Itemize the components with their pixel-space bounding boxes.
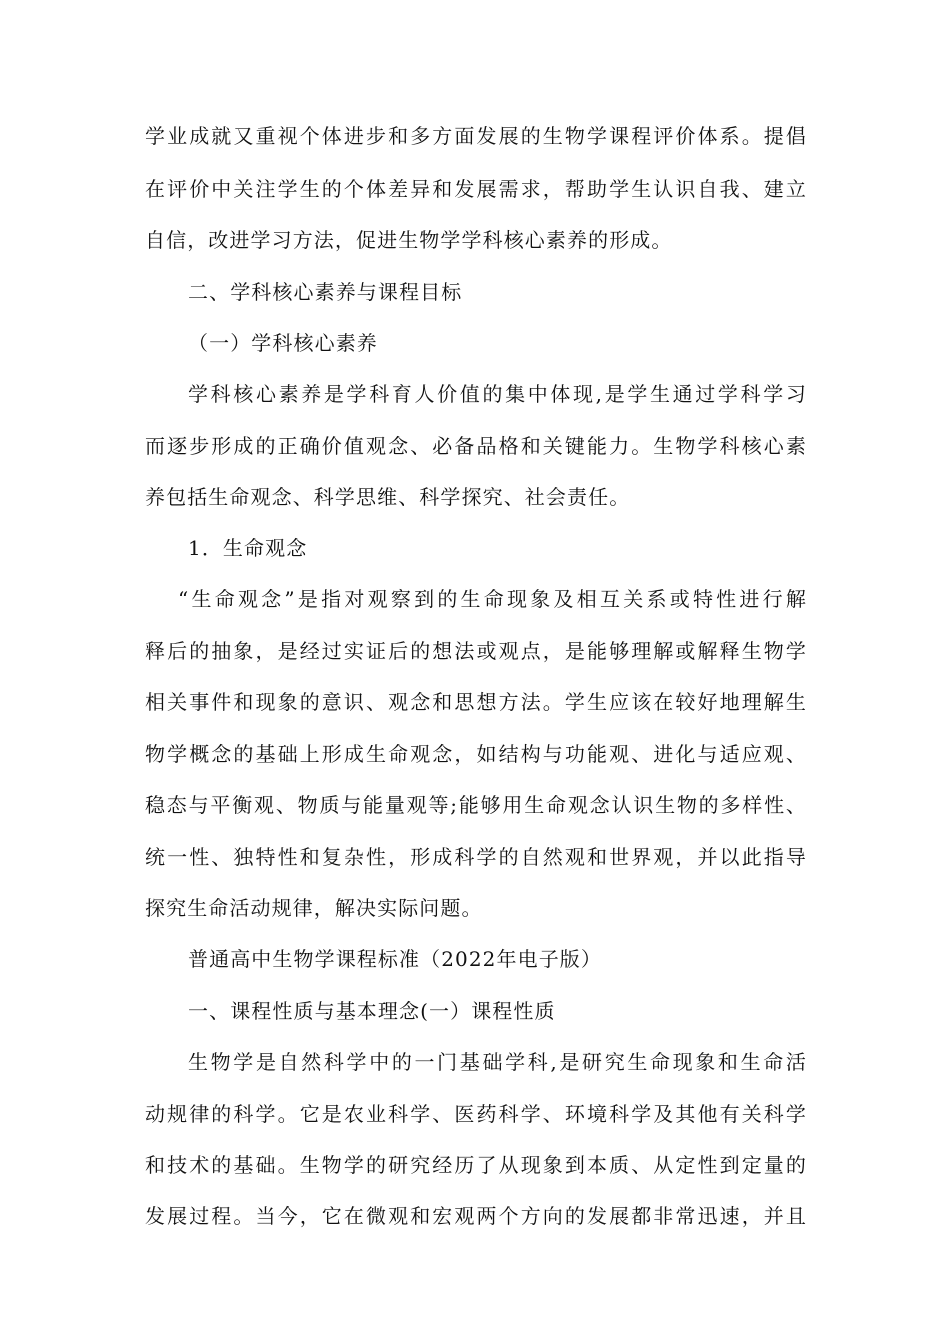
paragraph-line: 生物学是自然科学中的一门基础学科,是研究生命现象和生命活 (188, 1050, 807, 1074)
paragraph-line: 统一性、独特性和复杂性，形成科学的自然观和世界观，并以此指导 (145, 845, 807, 869)
document-title: 普通高中生物学课程标准（2022年电子版） (188, 947, 602, 971)
paragraph-line: 探究生命活动规律，解决实际问题。 (145, 896, 483, 920)
paragraph-line: 学业成就又重视个体进步和多方面发展的生物学课程评价体系。提倡 (145, 124, 807, 148)
paragraph-line: 在评价中关注学生的个体差异和发展需求，帮助学生认识自我、建立 (145, 177, 807, 201)
paragraph-line: 学科核心素养是学科育人价值的集中体现,是学生通过学科学习 (188, 382, 807, 406)
paragraph-line: 而逐步形成的正确价值观念、必备品格和关键能力。生物学科核心素 (145, 434, 807, 458)
paragraph-line: 发展过程。当今，它在微观和宏观两个方向的发展都非常迅速，并且 (145, 1204, 807, 1228)
subsection-heading: （一）学科核心素养 (188, 331, 378, 355)
paragraph-line: 物学概念的基础上形成生命观念，如结构与功能观、进化与适应观、 (145, 742, 807, 766)
paragraph-line: 动规律的科学。它是农业科学、医药科学、环境科学及其他有关科学 (145, 1102, 807, 1126)
section-heading: 一、课程性质与基本理念(一）课程性质 (188, 999, 556, 1023)
paragraph-line: “生命观念”是指对观察到的生命现象及相互关系或特性进行解 (178, 587, 807, 611)
paragraph-line: 稳态与平衡观、物质与能量观等;能够用生命观念认识生物的多样性、 (145, 793, 807, 817)
item-heading: 1．生命观念 (188, 536, 308, 560)
paragraph-line: 养包括生命观念、科学思维、科学探究、社会责任。 (145, 485, 631, 509)
section-heading: 二、学科核心素养与课程目标 (188, 280, 463, 304)
paragraph-line: 自信，改进学习方法，促进生物学学科核心素养的形成。 (145, 228, 673, 252)
paragraph-line: 相关事件和现象的意识、观念和思想方法。学生应该在较好地理解生 (145, 690, 807, 714)
paragraph-line: 释后的抽象，是经过实证后的想法或观点，是能够理解或解释生物学 (145, 639, 807, 663)
paragraph-line: 和技术的基础。生物学的研究经历了从现象到本质、从定性到定量的 (145, 1153, 807, 1177)
